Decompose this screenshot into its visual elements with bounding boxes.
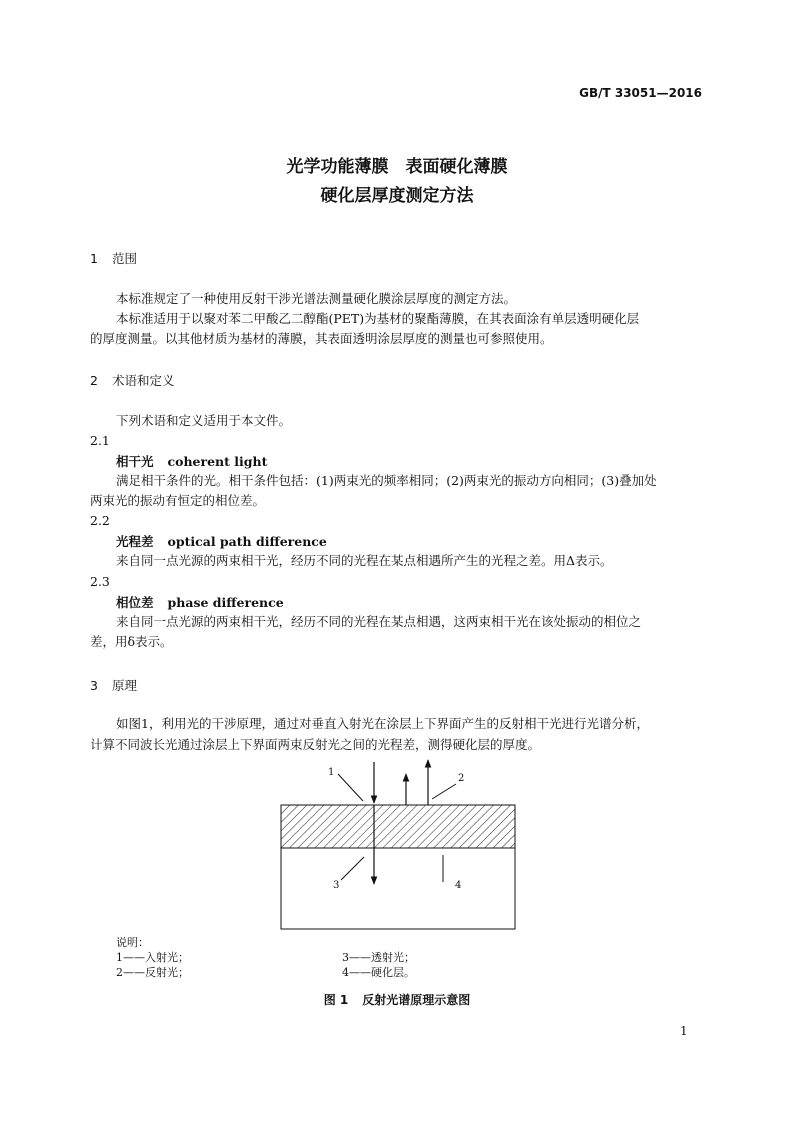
figure-label-4: 4 [455,880,462,891]
leader-line-1 [338,774,363,801]
term-en: phase difference [167,595,284,610]
figure-caption [0,991,794,1008]
term-en: optical path difference [167,534,327,549]
section-title: 范围 [112,251,138,266]
document-title-line1: 光学功能薄膜 表面硬化薄膜 [286,157,508,177]
definition: 差，用δ表示。 [90,634,173,649]
term-en: coherent light [167,454,268,469]
paragraph: 本标准适用于以聚对苯二甲酸乙二醇酯(PET)为基材的聚酯薄膜，在其表面涂有单层透明硬化层 [116,311,640,326]
leader-line-2 [432,784,456,799]
clause-number: 2.3 [90,574,110,589]
definition: 两束光的振动有恒定的相位差。 [90,493,266,508]
legend-item-4: 4——硬化层。 [342,966,415,979]
legend-item-3: 3——透射光； [342,951,415,964]
definition: 满足相干条件的光。相干条件包括：(1)两束光的频率相同；(2)两束光的振动方向相同；(3)叠加处 [116,473,657,488]
paragraph: 下列术语和定义适用于本文件。 [116,413,292,428]
figure-caption-text: 反射光谱原理示意图 [362,993,471,1007]
clause-number: 2.2 [90,513,110,528]
legend-item-1: 1——入射光； [116,951,189,964]
clause-number: 2.1 [90,433,110,448]
legend-item-2: 2——反射光； [116,966,189,979]
document-title-line2: 硬化层厚度测定方法 [320,186,474,206]
legend-title: 说明： [116,936,149,949]
paragraph: 的厚度测量。以其他材质为基材的薄膜，其表面透明涂层厚度的测量也可参照使用。 [90,331,553,346]
section-number: 1 [90,251,98,266]
figure-number: 图 1 [323,993,349,1007]
figure-label-3: 3 [333,880,340,891]
page-number: 1 [680,1024,688,1038]
section-title: 原理 [112,678,138,693]
term-cn: 相位差 [116,595,154,610]
figure-label-2: 2 [458,773,465,784]
pet-substrate [281,848,515,929]
paragraph: 本标准规定了一种使用反射干涉光谱法测量硬化膜涂层厚度的测定方法。 [116,291,517,306]
standard-number: GB/T 33051—2016 [579,86,702,100]
paragraph: 如图1，利用光的干涉原理，通过对垂直入射光在涂层上下界面产生的反射相干光进行光谱分析， [116,716,649,731]
term-cn: 相干光 [116,454,154,469]
paragraph: 计算不同波长光通过涂层上下界面两束反射光之间的光程差，测得硬化层的厚度。 [90,737,541,752]
definition: 来自同一点光源的两束相干光，经历不同的光程在某点相遇所产生的光程之差。用Δ表示。 [116,553,613,568]
section-number: 3 [90,678,98,693]
figure-label-1: 1 [328,767,335,778]
term-cn: 光程差 [116,534,154,549]
hard-coating-layer [281,805,515,848]
definition: 来自同一点光源的两束相干光，经历不同的光程在某点相遇，这两束相干光在该处振动的相位之 [116,614,642,629]
section-title: 术语和定义 [112,373,175,388]
section-number: 2 [90,373,98,388]
